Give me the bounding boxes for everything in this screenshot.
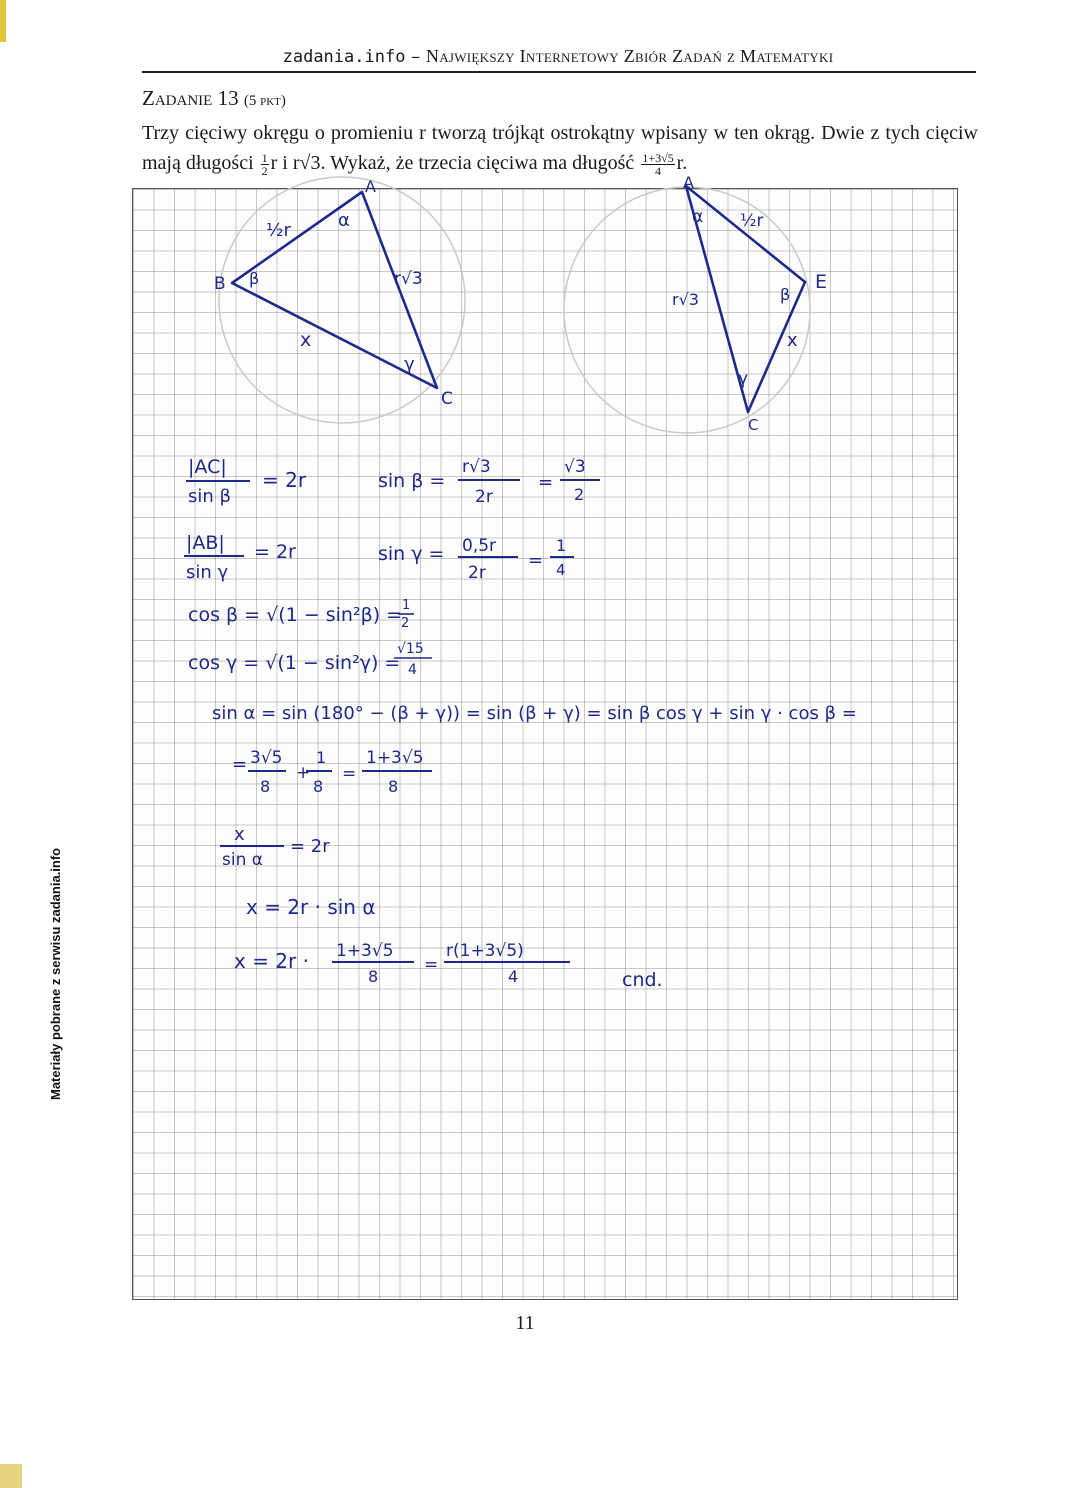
task-text-part2: r i r√3. Wykaż, że trzecia cięciwa ma długość	[270, 152, 635, 174]
fig1-angle-alpha: α	[338, 210, 350, 231]
svg-text:+: +	[296, 763, 311, 783]
svg-text:√3: √3	[564, 457, 586, 477]
fig1-angle-beta: β	[249, 269, 260, 288]
svg-text:= 2r: = 2r	[262, 468, 307, 492]
svg-text:r√3: r√3	[462, 457, 491, 477]
header-site: zadania.info	[282, 47, 406, 67]
equation-sum	[232, 748, 432, 796]
svg-text:r(1+3√5): r(1+3√5)	[446, 941, 524, 961]
svg-text:1+3√5: 1+3√5	[336, 941, 394, 961]
svg-text:=: =	[424, 955, 439, 975]
fig1-label-a: A	[365, 177, 376, 196]
svg-text:|AC|: |AC|	[188, 456, 227, 478]
svg-text:cnd.: cnd.	[622, 969, 663, 991]
svg-text:1: 1	[402, 598, 411, 613]
fig2-side-ae: ½r	[740, 211, 764, 231]
svg-text:cos γ = √(1 − sin²γ) =: cos γ = √(1 − sin²γ) =	[188, 652, 401, 674]
task-points: (5 pkt)	[243, 93, 286, 109]
fig2-label-a: A	[683, 173, 694, 192]
svg-text:0,5r: 0,5r	[462, 536, 497, 556]
svg-text:4: 4	[408, 662, 417, 678]
svg-text:2r: 2r	[475, 487, 493, 507]
fig1-side-ac: r√3	[394, 269, 423, 289]
svg-text:sin β: sin β	[188, 486, 231, 507]
fig2-side-ec: x	[787, 330, 798, 351]
svg-text:=: =	[232, 754, 248, 775]
fig2-label-e: E	[815, 271, 828, 293]
page-number: 11	[515, 1312, 535, 1334]
circle-figure-2	[564, 187, 810, 433]
svg-text:sin β =: sin β =	[378, 470, 446, 492]
svg-text:=: =	[342, 764, 357, 784]
fig1-label-c: C	[441, 389, 453, 409]
svg-text:4: 4	[508, 967, 519, 986]
svg-text:8: 8	[260, 777, 271, 796]
svg-text:8: 8	[313, 777, 324, 796]
header-dash: –	[405, 46, 426, 67]
svg-text:1: 1	[316, 748, 327, 767]
header-title: Największy Internetowy Zbiór Zadań z Matematyki	[425, 46, 834, 66]
task-text-part3: r.	[676, 152, 688, 174]
svg-text:sin α: sin α	[222, 850, 263, 870]
svg-text:= 2r: = 2r	[254, 541, 296, 563]
fig1-side-ab: ½r	[266, 220, 291, 241]
equation-x-sin: x = 2r · sin α	[246, 895, 376, 919]
fig2-label-c: C	[748, 416, 759, 434]
svg-text:sin γ: sin γ	[186, 562, 229, 583]
svg-text:1: 1	[556, 536, 567, 555]
fig2-side-ac: r√3	[672, 290, 699, 309]
svg-text:2: 2	[574, 485, 585, 504]
svg-text:x = 2r ·: x = 2r ·	[234, 949, 309, 973]
svg-text:2r: 2r	[468, 563, 486, 583]
fig2-angle-gamma: γ	[738, 369, 749, 389]
svg-text:sin γ =: sin γ =	[378, 543, 445, 565]
equation-law-of-sines-ac	[186, 456, 307, 507]
svg-text:8: 8	[368, 967, 379, 986]
svg-text:= 2r: = 2r	[290, 836, 330, 857]
svg-text:2: 2	[401, 616, 410, 631]
svg-text:4: 4	[556, 561, 566, 579]
fig1-label-b: B	[214, 274, 226, 294]
svg-text:8: 8	[388, 777, 399, 796]
fig2-angle-beta: β	[780, 285, 791, 304]
equation-cos-gamma	[188, 641, 432, 678]
equation-law-of-sines-x	[220, 824, 330, 870]
task-text-part1: Trzy cięciwy okręgu o promieniu r tworzą trójkąt ostrokątny wpisany w ten okrąg. Dwie z tych cięciw mają długości	[142, 122, 978, 174]
equation-law-of-sines-ab	[184, 532, 296, 583]
svg-text:x: x	[234, 824, 245, 845]
fig1-angle-gamma: γ	[404, 354, 415, 375]
svg-text:3√5: 3√5	[250, 748, 283, 768]
equation-sin-beta	[378, 457, 600, 507]
svg-text:√15: √15	[397, 641, 424, 657]
svg-text:|AB|: |AB|	[186, 532, 225, 554]
equation-sin-alpha: sin α = sin (180° − (β + γ)) = sin (β + γ) = sin β cos γ + sin γ · cos β =	[212, 703, 857, 724]
task-title-label: Zadanie 13	[142, 86, 239, 110]
equation-cos-beta	[188, 598, 414, 631]
svg-text:cos β = √(1 − sin²β) =: cos β = √(1 − sin²β) =	[188, 604, 403, 626]
fig2-angle-alpha: α	[692, 207, 704, 227]
equation-sin-gamma	[378, 536, 574, 583]
fraction-answer: $\frac{1+3√5}{4}$	[642, 150, 674, 178]
svg-text:1+3√5: 1+3√5	[366, 748, 424, 768]
svg-text:=: =	[528, 550, 544, 571]
equation-final-result	[234, 941, 663, 991]
fraction-half: $\frac{1}{2}$	[261, 150, 268, 178]
fig1-side-bc: x	[300, 329, 312, 351]
svg-text:=: =	[538, 472, 554, 493]
sidebar-source-note: Materiały pobrane z serwisu zadania.info	[48, 847, 63, 1100]
